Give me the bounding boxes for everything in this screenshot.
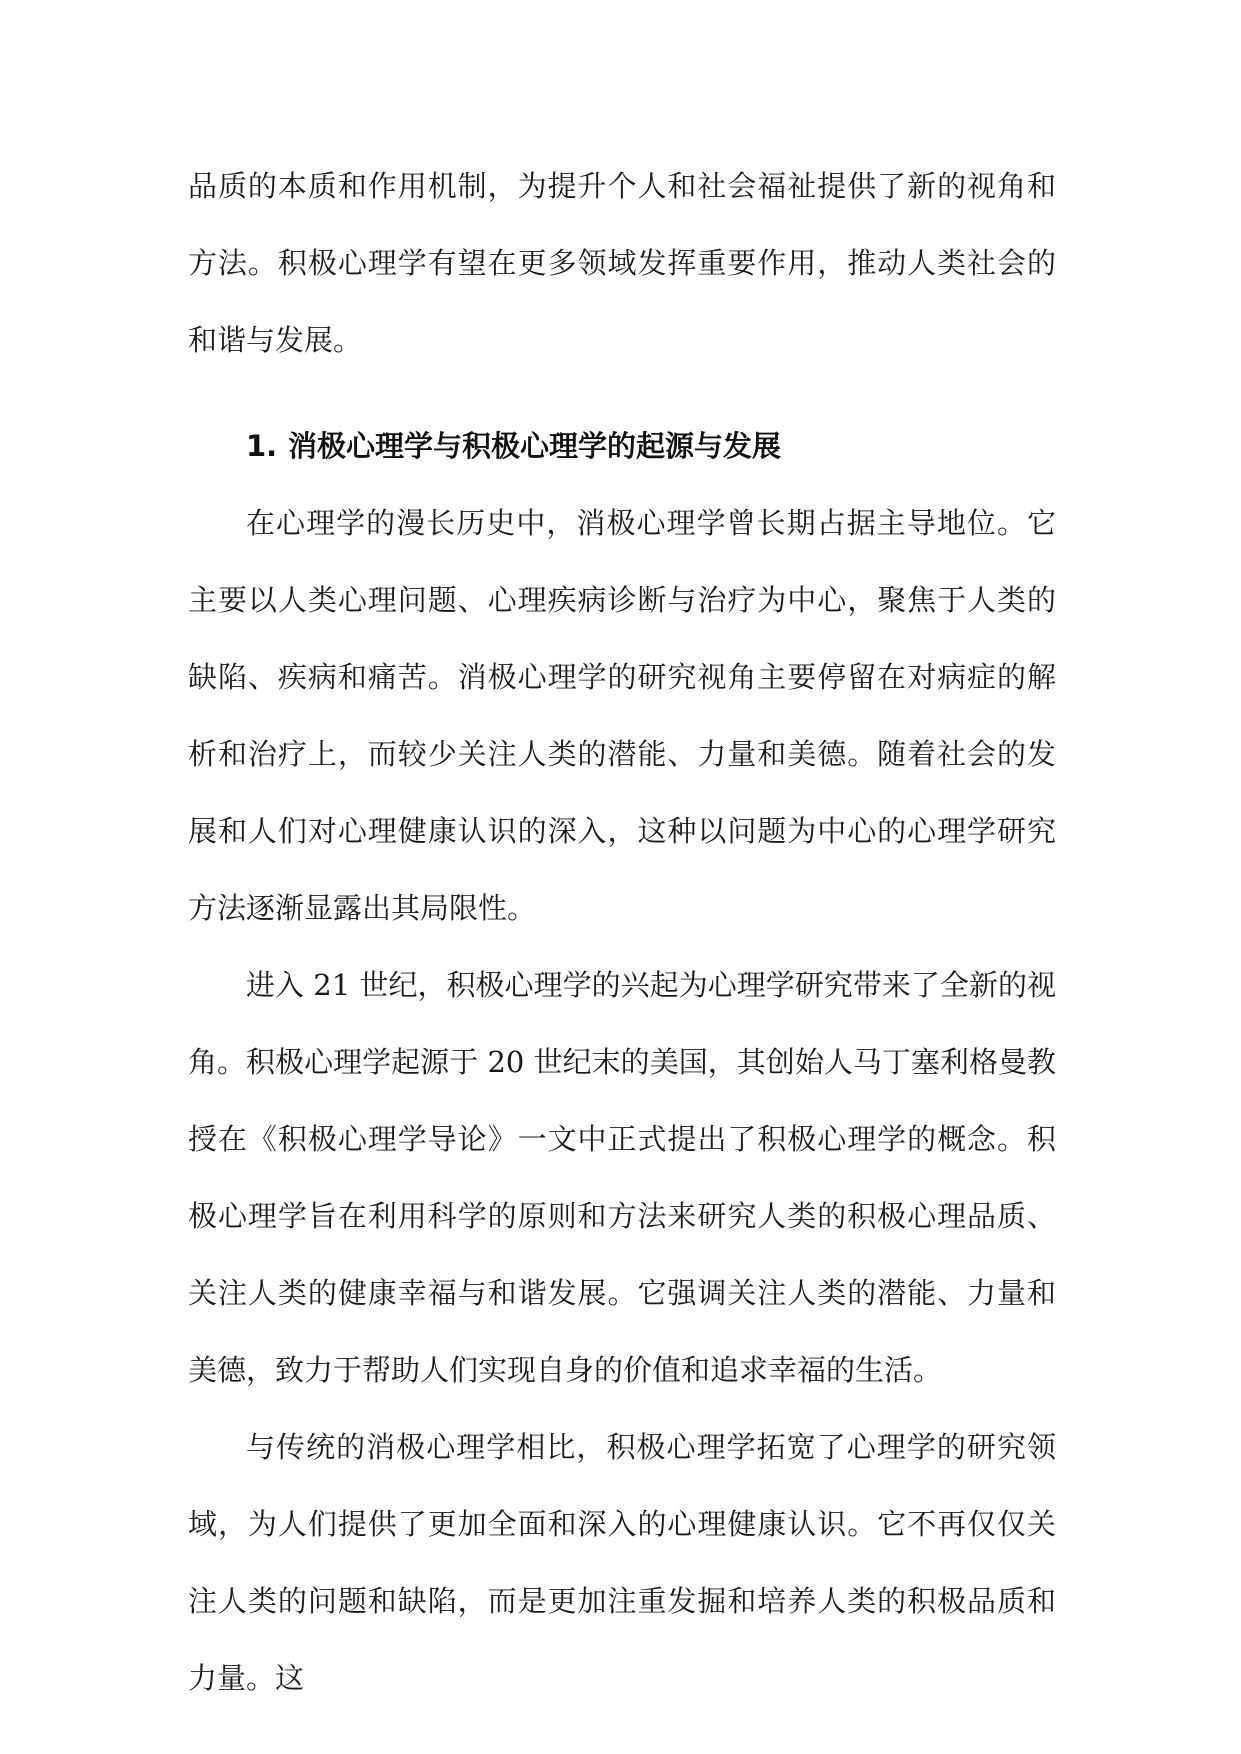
body-paragraph-2: 进入 21 世纪，积极心理学的兴起为心理学研究带来了全新的视角。积极心理学起源于 20 世纪末的美国，其创始人马丁塞利格曼教授在《积极心理学导论》一文中正式提出了积极心理学的概念。积极心理学旨在利用科学的原则和方法来研究人类的积极心理品质、关注人类的健康幸福与和谐发展。它强调关注人类的潜能、力量和美德，致力于帮助人们实现自身的价值和追求幸福的生活。 xyxy=(188,968,1056,1387)
section-heading xyxy=(188,408,1056,485)
document-body xyxy=(188,148,1056,1717)
section-title: 消极心理学与积极心理学的起源与发展 xyxy=(288,429,782,463)
body-paragraph-1: 在心理学的漫长历史中，消极心理学曾长期占据主导地位。它主要以人类心理问题、心理疾病诊断与治疗为中心，聚焦于人类的缺陷、疾病和痛苦。消极心理学的研究视角主要停留在对病症的解析和治疗上，而较少关注人类的潜能、力量和美德。随着社会的发展和人们对心理健康认识的深入，这种以问题为中心的心理学研究方法逐渐显露出其局限性。 xyxy=(188,506,1056,925)
continued-paragraph: 品质的本质和作用机制，为提升个人和社会福祉提供了新的视角和方法。积极心理学有望在更多领域发挥重要作用，推动人类社会的和谐与发展。 xyxy=(188,169,1056,357)
section-number: 1. xyxy=(246,429,278,463)
body-paragraph-3: 与传统的消极心理学相比，积极心理学拓宽了心理学的研究领域，为人们提供了更加全面和深入的心理健康认识。它不再仅仅关注人类的问题和缺陷，而是更加注重发掘和培养人类的积极品质和力量。这 xyxy=(188,1430,1056,1695)
